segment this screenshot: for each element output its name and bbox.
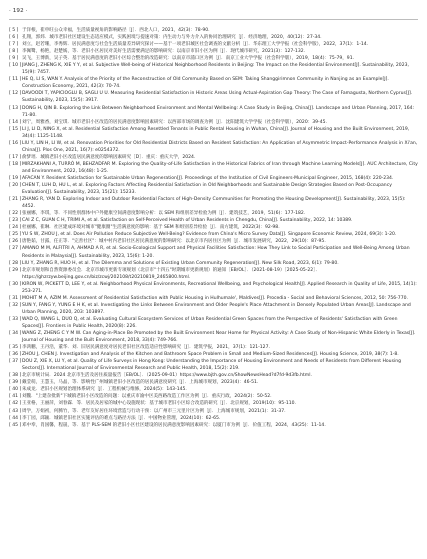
reference-number: [ 36 ] (9, 352, 22, 358)
reference-entry (9, 224, 418, 231)
reference-number: [ 15 ] (9, 126, 22, 132)
reference-text: WANG Z, ZHENG C Y M W. Can Aging-in-Place Be Promoted by the Built Environment Near Home for Physical Activity: A Case Study of Non-Hispanic White Elderly in Texas[J]. Journal of Housing and the Built Environment, 2018, 33(4): 749-766. (22, 331, 416, 344)
reference-entry (9, 154, 418, 161)
reference-number: [ 37 ] (9, 359, 22, 365)
reference-number: [ 45 ] (9, 422, 22, 428)
reference-text: 刘魏．"上建杂批新"下城镇老旧小区改造的问题：以重庆市渝中区美西路改造工作区为例［J］．重庆行政，2024(2)：50-52. (22, 394, 272, 400)
reference-entry (9, 316, 418, 330)
reference-entry (9, 281, 418, 295)
reference-text: YU S W, ZHOU J, et al. Does Air Pollution Reduce Subjective Well-Being? Evidence from China's Micro Survey Data[J]. Singapore Economic Review, 2024, 69(3): 1-20. (22, 232, 397, 238)
reference-entry (9, 379, 418, 386)
reference-entry (9, 245, 418, 259)
reference-text: 北京市规划和自然资源委员会．北京市城市更新专项规划（北京市"十四五"时期城市更新规划）的通知［EB/OL］．（2021-08-19）［2025-05-22］．https://ghzrzyw.beijing.gov.cn/biz/zcwj/202108/t20210819_2465800.html. (22, 267, 321, 280)
reference-number: [ 9 ] (9, 56, 19, 62)
reference-number: [ 7 ] (9, 42, 19, 48)
reference-entry (9, 238, 418, 245)
reference-number: [ 18 ] (9, 161, 22, 167)
reference-number: [ 5 ] (9, 28, 19, 33)
reference-number: [ 42 ] (9, 401, 22, 407)
reference-number: [ 43 ] (9, 408, 22, 414)
reference-entry (9, 196, 418, 210)
reference-number: [ 24 ] (9, 225, 22, 231)
reference-entry (9, 210, 418, 217)
reference-text: LIU Y, LIN H, LI W, et al. Renovation Priorities for Old Residential Districts Based on Resident Satisfaction: An Application of Asymmetric Impact-Performance Analysis in Xi'an, China[J]. Plos One, 2021, 16(7): e0254372. (22, 140, 418, 153)
reference-entry (9, 126, 418, 140)
reference-text: 李丁园，邱颖．城镇老旧社区实施评估的难点与路径方法［J］．中国物业管理，2024(10)：62-65. (22, 415, 221, 421)
reference-text: HE Q, LI S, WAN Y. Analysis of the Priority of the Reconstruction of Old Community Based on SEM: Taking Shanggirimnon Community in Nanjing as an Example[J]. Construction Economy, 2021, 42(3): 70-74. (22, 77, 389, 90)
reference-entry (9, 217, 418, 224)
reference-number: [ 39 ] (9, 380, 22, 386)
reference-number: [ 21 ] (9, 197, 22, 203)
reference-text: MIRZAKHANI A, TURRÓ M, BEHZADFAR M. Exploring the Quality-of-Life Satisfaction in the Historical Fabrics of Iran through Machine Learning Models[J]. AUC Architecture, City and Environment, 2022, 16(48): 1-25. (22, 161, 418, 174)
reference-text: 张丽娜，李琪，等．不同性别群体中户外健康空间满意度影响分析：以 SEM 和组别差异检验为例［J］．建筑技艺，2019，51(6)：177-182. (22, 211, 306, 217)
reference-entry (9, 182, 418, 196)
reference-entry (9, 105, 418, 119)
reference-entry (9, 330, 418, 344)
reference-entry (9, 175, 418, 182)
reference-number: [ 27 ] (9, 246, 22, 252)
reference-number: [ 29 ] (9, 267, 22, 273)
reference-entry (9, 344, 418, 351)
reference-entry (9, 34, 418, 41)
reference-entry (9, 295, 418, 302)
reference-number: [ 40 ] (9, 387, 22, 393)
reference-entry (9, 302, 418, 316)
reference-text: AFACAN Y. Resident Satisfaction for Sustainable Urban Regeneration[J]. Proceedings of the Institution of Civil Engineers-Municipal Engineer, 2015, 168(4): 220-234. (22, 175, 394, 181)
reference-number: [ 33 ] (9, 316, 22, 322)
reference-number: [ 38 ] (9, 373, 22, 379)
page-header (0, 0, 427, 22)
reference-number: [ 28 ] (9, 260, 22, 266)
reference-entry (9, 267, 418, 281)
reference-text: 吴飞，王博新，吴子英．基于居民满意度的老旧小区综合整治的改造研究：以南京市浦口区为例［J］．南京工业大学学报（社会科学版），2019，18(4)：75-79，91. (22, 56, 355, 62)
reference-text: CHEN T, LUH D, HU L, et al. Exploring Factors Affecting Residential Satisfaction in Old Neighborhoods and Sustainable Design Strategies Based on Post-Occupancy Evaluation[J]. Sustainability, 2023, 15(21): 15233. (22, 183, 392, 196)
reference-text: 孔翔，郭炜．城市老旧社区建设生态适应模式，实践困境与提速对策：内生动力与外力介入的协同治理研究［J］．经济地理，2020，40(12)：27-34. (22, 35, 322, 41)
reference-text: ZHANG R, YAN D. Exploring Indoor and Outdoor Residential Factors of High-Density Communities for Promoting the Housing Development[J]. Sustainability, 2023, 15(5): 4452. (22, 197, 406, 210)
reference-number: [ 13 ] (9, 105, 22, 111)
reference-number: [ 44 ] (9, 415, 22, 421)
reference-number: [ 32 ] (9, 302, 22, 308)
reference-entry (9, 55, 418, 62)
reference-entry (9, 422, 418, 429)
reference-entry (9, 76, 418, 90)
reference-entry (9, 351, 418, 358)
reference-number: [ 11 ] (9, 77, 22, 83)
reference-number: [ 16 ] (9, 140, 22, 146)
reference-entry (9, 393, 418, 400)
reference-text: SUN Y, FANG Y, YUNG E H K, et al. Investigating the Links Between Environment and Older People's Place Attachment in Densely Populated Urban Areas[J]. Landscape and Urban Planning, 2020, 203: 103897. (22, 302, 411, 315)
reference-entry (9, 90, 418, 104)
reference-number: [ 6 ] (9, 35, 19, 41)
reference-text: 俞梦瑶．城镇老旧小区改造居民满意度的影响因素研究［D］．重庆：重庆大学，2024. (22, 154, 196, 160)
reference-text: LI J, LI D, NING X, et al. Residential Satisfaction Among Resettled Tenants in Public Rental Housing in Wuhan, China[J]. Journal of Housing and the Built Environment, 2019, 34(4): 1125-1148. (22, 126, 410, 139)
reference-text: 邓中奉，肖国馨，程晟，等．基于 PLS-SEM 的老旧小区社区建设的居民满意度影响因素研究：以厦门市为例［J］．价值工程，2024，43(25)：11-14. (22, 422, 326, 428)
reference-number: [ 12 ] (9, 91, 22, 97)
reference-text: DOU Z, XIE X, LU Y, et al. Quality of Life Surveys in Hong Kong: Understanding the Importance of Housing Environment and Needs of Residents from Different Housing Sectors[J]. International Journal of Environmental Research and Public Health, 2018, 15(2): 219. (22, 359, 401, 372)
reference-text: AMANO M M, ALFITRI A, AHMAD A R, et al. Socio-Ecological Support and Physical Facilities Satisfaction: How They Link to Social Participation and Well-Being Among Urban Residents in Malaysia[J]. Sustainability, 2023, 15(6): 1-20. (22, 246, 410, 259)
reference-entry (9, 372, 418, 379)
reference-text: 北京市统计局．2024 北京市生活及居住质量报告［EB/OL］．（2025-09-01）https://www.bjth.gov.cn/ShowNewsHead?d7fd-9d3fb.html. (22, 373, 312, 379)
reference-number: [ 20 ] (9, 183, 22, 189)
reference-text: MOHIT M A, AZIM M. Assessment of Residential Satisfaction with Public Housing in Hulhumale', Maldives[J]. Procedia - Social and Behavioral Sciences, 2012, 50: 756-770. (22, 295, 408, 301)
reference-number: [ 10 ] (9, 63, 22, 69)
reference-number: [ 23 ] (9, 218, 22, 224)
reference-text: CAI Z C, GUAN C H, TRIMI A, et al. Satisfaction on Self-Perceived Health of Urban Residents in Chengdu, China[J]. Sustainability, 2022, 14: 10389. (22, 218, 353, 224)
reference-text: 刘宁，周雅香，刘宝琪．城市老旧小区改造的居民满意度影响因素研究：以西部市场的调查为例［J］．沈阳建筑大学学报（社会科学版），2020：39-45. (22, 119, 327, 125)
reference-entry (9, 48, 418, 55)
reference-text: LIU Y, ZHANG R, HUO H, et al. The Dilemma and Solutions of Existing Urban Community Regeneration[J]. New Silk Road, 2023, 6(1): 79-80. (22, 260, 339, 266)
reference-number: [ 25 ] (9, 232, 22, 238)
reference-entry (9, 415, 418, 422)
reference-text: 朱成龙．老旧小区规划治理体系研究［J］．工程机械与维修，2024(5)：143-145. (22, 387, 187, 393)
reference-text: 刘立，赵若珊，李秀辉．居民满意度与社会生活质量差异研究探讨——基于一项老旧城区社会调查的文献分析［J］．华东理工大学学报（社会科学版），2022，37(1)：1-14. (22, 42, 369, 48)
reference-number: [ 17 ] (9, 154, 22, 160)
reference-text: DAVOODI T, YAPICIOGLU B, SAGLI U U. Measuring Residential Satisfaction in Historic Areas Using Actual-Aspiration Gap Theory: The Case of Famagusta, Northern Cyprus[J]. Sustainability, 2023, 15(5): 3917. (22, 91, 413, 104)
reference-text: 王亚格，王丽萍，刘春霖．等．居民及居家的城中心设施现状：基于城市老旧小区综合改造的研究［J］．北京规划，2019(10)：95-110. (22, 401, 296, 407)
reference-text: KIRON W, PICKETT D, LEE Y, et al. Neighborhood Physical Environments, Recreational Wellbeing, and Psychological Health[J]. Applied Research in Quality of Life, 2015, 14(1): 253-271. (22, 281, 417, 294)
reference-text: 杜丽娜，崔琳．社区建成环境对城市"健康圈"生活满意度的影响：基于 SEM 和组别差异检验［J］．南方建筑，2022(3)：92-98. (22, 225, 280, 231)
reference-number: [ 22 ] (9, 211, 22, 217)
reference-number: [ 41 ] (9, 394, 22, 400)
reference-entry (9, 140, 418, 154)
header-divider (9, 19, 418, 20)
reference-text: DONG H, QIN B. Exploring the Link Between Neighborhood Environment and Mental Wellbeing: A Case Study in Beijing, China[J]. Landscape and Urban Planning, 2017, 164: 71-80. (22, 105, 415, 118)
reference-text: 于洋根，崔申旺公众幸福，生活质量视角的影响路径［J］．西北人口，2021，42(3)：78-90. (22, 28, 210, 33)
reference-entry (9, 231, 418, 238)
page-number: · 192 · (9, 8, 28, 14)
reference-number: [ 31 ] (9, 295, 22, 301)
reference-text: ZHOU J, CHEN J. Investigation and Analysis of the Kitchen and Bathroom Space Problem in Small and Medium-Sized Residences[J]. Housing Science, 2019, 38(7): 1-8. (22, 352, 399, 358)
reference-entry (9, 161, 418, 175)
reference-number: [ 8 ] (9, 49, 19, 55)
reference-number: [ 26 ] (9, 239, 22, 245)
reference-entry (9, 62, 418, 76)
reference-list (9, 27, 418, 429)
reference-text: JIANG J, ZHENG K, XIE Y Y, et al. Subjective Well-being of Historical Neighborhood Residents in Beijing: The Impact on the Residential Environment[J]. Sustainability, 2023, 15(9): 7457. (22, 63, 409, 76)
reference-entry (9, 358, 418, 372)
reference-text: 李鸿鹏，王丹浩，董华．刘．旧居民满意度对居民老旧社区改造适应性影响研究［J］．建筑学报，2021，37(1)：121-127. (22, 345, 270, 351)
reference-number: [ 34 ] (9, 331, 22, 337)
reference-entry (9, 119, 418, 126)
reference-text: 李佩鹭，杨艳，赵楚嫣，等．老旧小区居民对美好生活需要满足的影响研究：以南京市旧小区为例［J］．现代城市研究，2021(3)：127-132. (22, 49, 306, 55)
reference-entry (9, 386, 418, 393)
reference-text: 周学，万娟初，何腾竹，等．老年友好居住环境营造与行动干预：以广州市三元里片区为例［J］．上海城市规划，2021(1)：31-37. (22, 408, 286, 414)
reference-text: 唐艳茹，甘露，任正等．"完善社区"：城中村内老旧社区居民满意度的影响研究：以北京市内居住区为例［J］．城市发展研究，2022，29(10)：87-95. (22, 239, 326, 245)
reference-number: [ 14 ] (9, 119, 22, 125)
reference-number: [ 30 ] (9, 281, 22, 287)
reference-entry (9, 260, 418, 267)
reference-entry (9, 400, 418, 407)
reference-number: [ 35 ] (9, 345, 22, 351)
reference-number: [ 19 ] (9, 175, 22, 181)
reference-entry (9, 41, 418, 48)
reference-entry (9, 27, 418, 34)
reference-entry (9, 408, 418, 415)
reference-text: 戴莹萌，王慧玉，马晶，等．影响性广州城镇老旧小区改造的居民满意度研究［J］．上海城市规划，2023(4)：46-51. (22, 380, 259, 386)
reference-text: WAD Q, WANG L, DUO Q, et al. Evaluating Cultural Ecosystem Services of Urban Residential Green Spaces from the Perspective of Residents' Satisfaction with Green Spaces[J]. Frontiers in Public Health, 2020(8): 226. (22, 316, 398, 329)
